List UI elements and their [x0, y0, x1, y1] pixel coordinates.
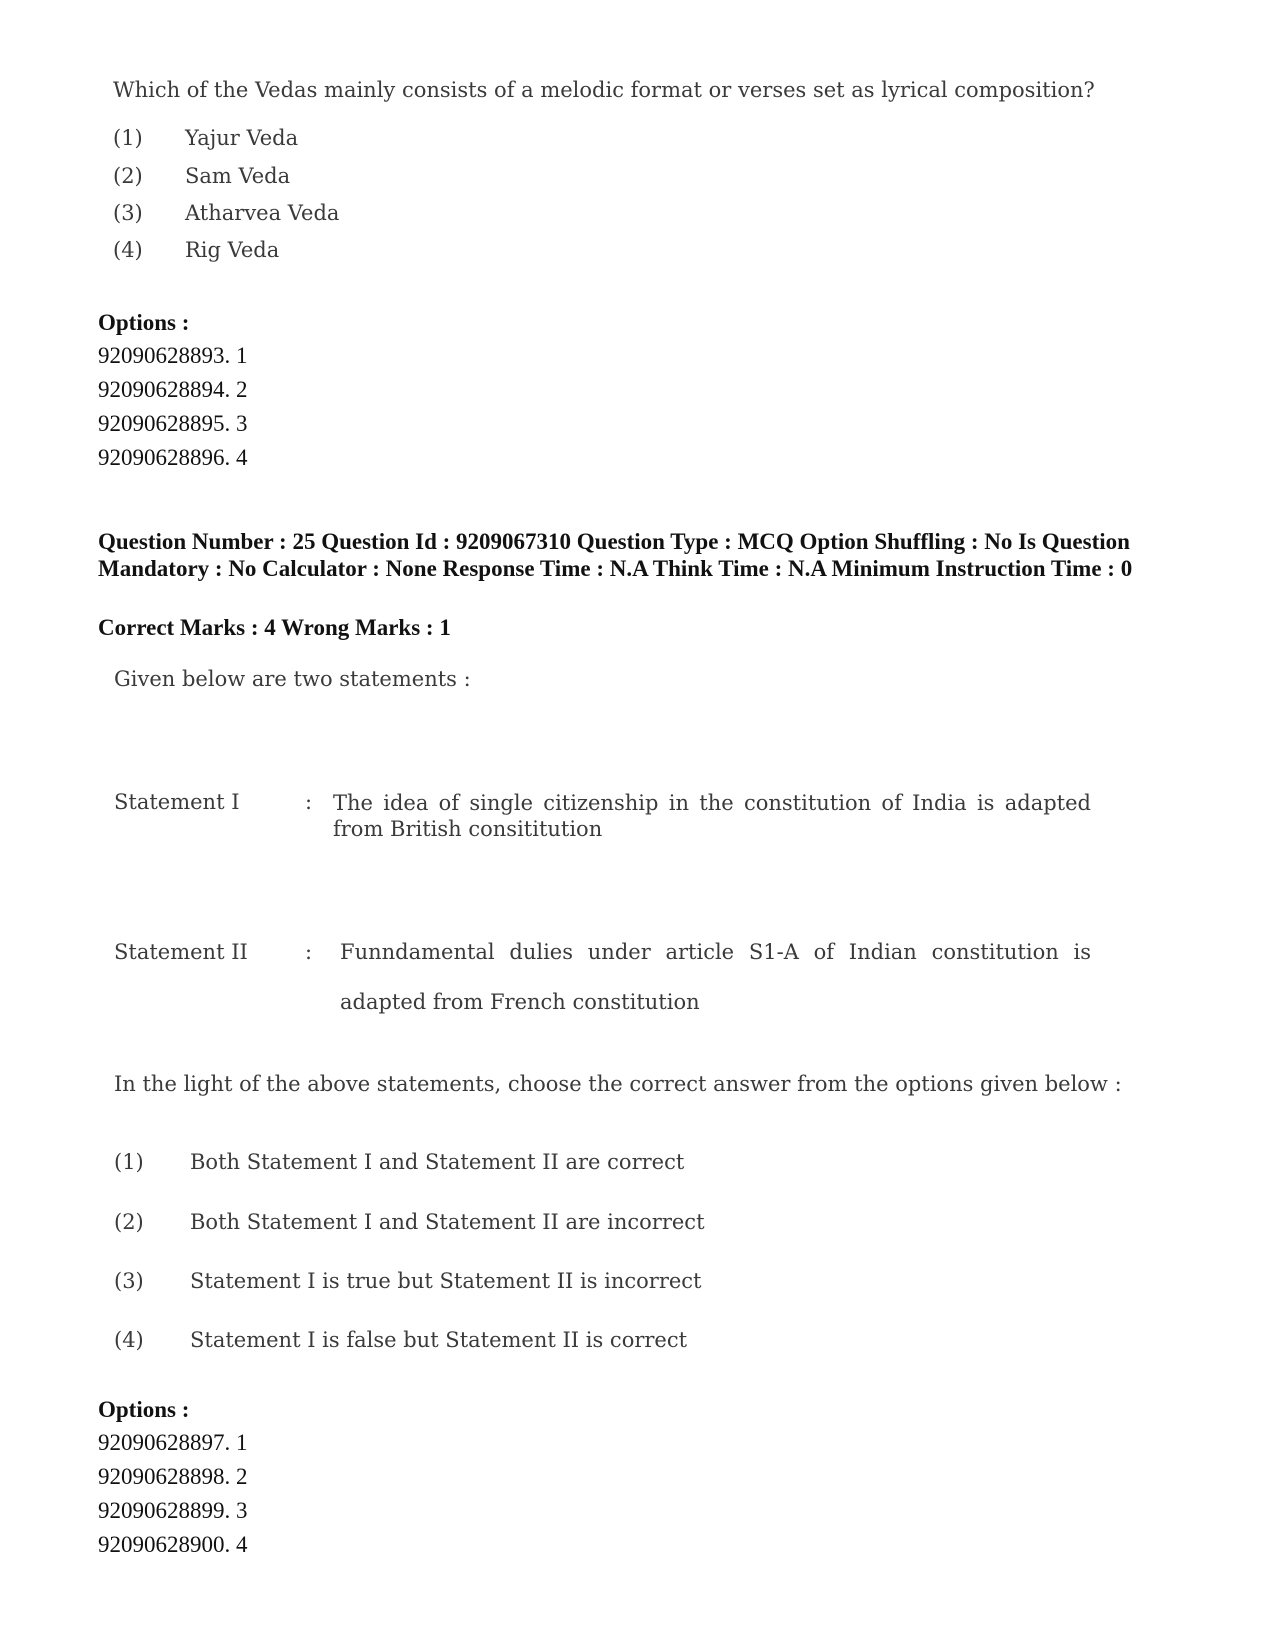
statement-1-colon: : — [305, 790, 313, 814]
statement-2-text-line-1: Funndamental dulies under article S1-A of Indian constitution is — [340, 940, 1091, 964]
choice-number: (4) — [113, 238, 143, 262]
choice-number: (2) — [114, 1210, 144, 1234]
statement-2-label: Statement II — [114, 940, 248, 964]
option-id: 92090628899. 3 — [98, 1498, 248, 1523]
q24-options-list — [98, 343, 398, 483]
choice-text: Yajur Veda — [185, 126, 299, 150]
choice-number: (4) — [114, 1328, 144, 1352]
statement-2-text-line-2: adapted from French constitution — [340, 990, 700, 1014]
choice-number: (3) — [114, 1269, 144, 1293]
options-title: Options : — [98, 1397, 190, 1422]
q25-options-list — [98, 1430, 398, 1570]
choice-text: Statement I is false but Statement II is correct — [190, 1328, 688, 1352]
choice-number: (1) — [114, 1150, 144, 1174]
option-id: 92090628898. 2 — [98, 1464, 248, 1489]
option-id: 92090628900. 4 — [98, 1532, 248, 1557]
question-header: Question Number : 25 Question Id : 9209067310 Question Type : MCQ Option Shuffling : No Is Question Mandatory : No Calculator : None Response Time : N.A Think Time : N.A Minimum Instruction Time : 0 — [98, 529, 1133, 581]
choice-number: (1) — [113, 126, 143, 150]
statement-1-text: The idea of single citizenship in the constitution of India is adapted from British consititution — [333, 791, 1091, 841]
choice-text: Both Statement I and Statement II are incorrect — [190, 1210, 705, 1234]
question-instruction: In the light of the above statements, choose the correct answer from the options given below : — [114, 1072, 1122, 1096]
question-24-stem: Which of the Vedas mainly consists of a melodic format or verses set as lyrical composition? — [113, 78, 1095, 102]
choice-text: Statement I is true but Statement II is incorrect — [190, 1269, 702, 1293]
statement-1-label: Statement I — [114, 790, 240, 814]
choice-text: Atharvea Veda — [185, 201, 340, 225]
choice-number: (2) — [113, 164, 143, 188]
option-id: 92090628894. 2 — [98, 377, 248, 402]
question-intro: Given below are two statements : — [114, 667, 471, 691]
option-id: 92090628896. 4 — [98, 445, 248, 470]
statement-2-colon: : — [305, 940, 313, 964]
option-id: 92090628897. 1 — [98, 1430, 248, 1455]
marks-line: Correct Marks : 4 Wrong Marks : 1 — [98, 615, 451, 640]
option-id: 92090628893. 1 — [98, 343, 248, 368]
choice-text: Rig Veda — [185, 238, 280, 262]
choice-text: Both Statement I and Statement II are correct — [190, 1150, 685, 1174]
options-title: Options : — [98, 310, 190, 335]
choice-text: Sam Veda — [185, 164, 291, 188]
option-id: 92090628895. 3 — [98, 411, 248, 436]
choice-number: (3) — [113, 201, 143, 225]
